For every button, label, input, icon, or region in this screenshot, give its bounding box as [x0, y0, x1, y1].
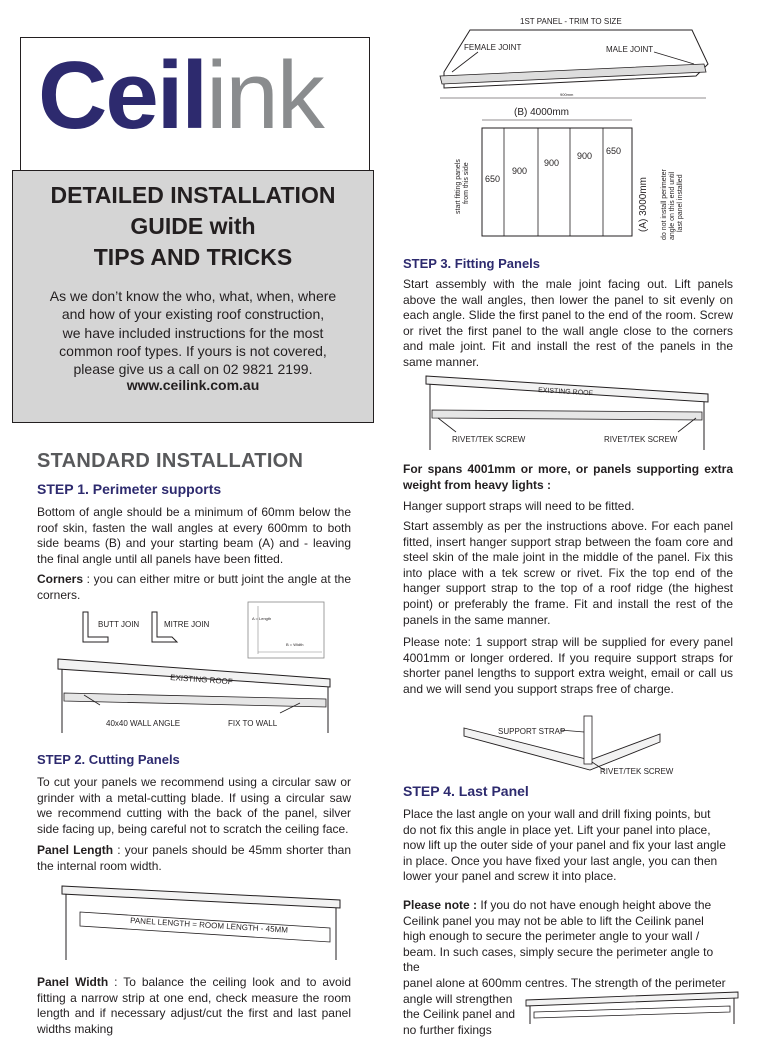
note-label: Please note : [403, 898, 478, 912]
rivet-strap-label: RIVET/TEK SCREW [600, 767, 674, 776]
roof-shape [62, 886, 340, 908]
guide-title [12, 180, 374, 273]
note-line: angle will strengthen [403, 991, 513, 1006]
title-line: TIPS AND TRICKS [93, 244, 293, 270]
intro-line: please give us a call on 02 9821 2199. [73, 361, 313, 378]
wall-angle-label: 40x40 WALL ANGLE [106, 719, 181, 728]
last-panel-diagram [522, 990, 742, 1024]
step3-title: STEP 3. Fitting Panels [403, 256, 541, 271]
corners-desc: : you can either mitre or butt joint the angle at the corners. [37, 572, 351, 602]
panel-width-4: 900 [577, 151, 593, 161]
panel-width-3: 900 [544, 158, 560, 168]
panel-width-5: 650 [606, 146, 622, 156]
fitting-panels-diagram [416, 372, 716, 452]
intro-line: common roof types. If yours is not covered, [59, 342, 327, 359]
note-line [403, 898, 733, 914]
butt-join-label: BUTT JOIN [98, 620, 140, 629]
panel-width-label: Panel Width [37, 975, 109, 989]
panel-length-diagram [50, 882, 350, 962]
first-panel-label: 1ST PANEL - TRIM TO SIZE [520, 17, 622, 26]
corners-text [37, 572, 351, 603]
step4-line: do not fix this angle in place yet. Lift your panel into place, [403, 822, 711, 837]
intro-text [42, 287, 344, 378]
step4-line: in place. Once you have fixed your last angle, you can then [403, 853, 718, 868]
panel-width-desc: : To balance the ceiling look and to avoid fitting a narrow strip at one end, check measure the room length and if necessary adjust/cut the first and last panel widths making [37, 975, 352, 1036]
note-line: no further fixings [403, 1022, 492, 1037]
website-link[interactable]: www.ceilink.com.au [126, 377, 260, 393]
panel-shape [534, 1006, 730, 1018]
step1-text: Bottom of angle should be a minimum of 60mm below the roof skin, fasten the wall angles at every 600mm to both side beams (B) and your starting beam (A) and - leaving the final angle until all panels have been fitted. [37, 505, 351, 566]
a-dimension: (A) 3000mm [638, 176, 649, 232]
wall-angle-shape [64, 693, 326, 707]
step3-text: Start assembly with the male joint facing out. Lift panels above the wall angles, then lower the panel to sit evenly on each angle. Slide the first panel to the end of the room. Screw or rivet the first panel to the wall angle close to the corners and male joint. Fit and install the rest of the panels in the same manner. [403, 277, 733, 369]
assembly-text: Start assembly as per the instructions above. For each panel fitted, insert hanger support strap between the foam core and steel skin of the male joint in the middle of the panel. Fix this into place with a tek screw or rivet. Fix the top end of the hanger support strap to the top of a roof ridge (the highest point) or preferably the frame. Fit and install the rest of the panels in the same manner. [403, 519, 733, 627]
note-text: If you do not have enough height above the [477, 898, 712, 912]
ceilink-logo: Ceilink [38, 42, 323, 149]
mitre-join-label: MITRE JOIN [164, 620, 210, 629]
title-line: GUIDE with [130, 213, 256, 239]
note-line: beam. In such cases, simply secure the perimeter angle to the [403, 944, 714, 975]
step4-line: Place the last angle on your wall and drill fixing points, but [403, 807, 711, 821]
note-line: the Ceilink panel and [403, 1007, 516, 1022]
step2-text: To cut your panels we recommend using a circular saw or grinder with a metal-cutting blade. If using a circular saw we recommend cutting with the back of the panel, silver side facing up, being careful not to scratch the ceiling face. [37, 775, 351, 836]
step4-title: STEP 4. Last Panel [403, 783, 529, 799]
standard-installation-heading: STANDARD INSTALLATION [37, 450, 304, 472]
panel-width-2: 900 [512, 166, 528, 176]
panel-length-label: Panel Length [37, 843, 114, 857]
step4-line: now lift up the outer side of your panel and fix your last angle [403, 838, 726, 853]
intro-line: and how of your existing roof construction, [61, 306, 325, 323]
step4-text [403, 807, 733, 885]
female-joint-label: FEMALE JOINT [464, 43, 522, 52]
strap-note: Please note: 1 support strap will be supplied for every panel 4001mm or longer ordered. If you require support straps for shorter panel lengths to support extra weight, email or call us and we will send you support straps free of charge. [403, 635, 733, 696]
corner-joints-diagram [80, 600, 330, 660]
hanger-text: Hanger support straps will need to be fitted. [403, 499, 635, 513]
intro-line: we have included instructions for the most [62, 324, 324, 341]
step1-title: STEP 1. Perimeter supports [37, 481, 222, 497]
existing-roof-label: EXISTING ROOF [169, 673, 234, 687]
rivet-arrow-left [438, 418, 456, 432]
start-note-1: start fitting panels [455, 159, 462, 214]
b-dimension: (B) 4000mm [514, 107, 570, 118]
corners-label: Corners [37, 572, 84, 586]
note-line: panel alone at 600mm centres. The strength of the perimeter [403, 975, 726, 990]
support-strap-label: SUPPORT STRAP [498, 727, 566, 736]
existing-roof-label: EXISTING ROOF [537, 387, 594, 398]
spans-note: For spans 4001mm or more, or panels supporting extra weight from heavy lights : [403, 462, 733, 492]
rivet-left-label: RIVET/TEK SCREW [452, 435, 526, 444]
room-outline [482, 128, 632, 236]
note-line: high enough to secure the perimeter angle to your wall / [403, 929, 700, 944]
room-plan [248, 602, 324, 658]
support-strap-diagram [460, 712, 690, 782]
room-layout-diagram [446, 100, 706, 250]
rivet-right-label: RIVET/TEK SCREW [604, 435, 678, 444]
panel-length-desc: : your panels should be 45mm shorter than the internal room width. [37, 843, 351, 873]
panel-shape [432, 410, 702, 420]
width-label: B = Width [286, 642, 304, 647]
roof-shape [526, 992, 738, 1006]
panel-width-text [37, 975, 351, 1037]
perimeter-angle-diagram [40, 655, 340, 735]
end-note-1: do not install perimeter [661, 169, 668, 240]
panel-length-formula: PANEL LENGTH = ROOM LENGTH - 45MM [129, 916, 289, 935]
end-note-3: last panel installed [677, 174, 684, 232]
panel-length-text [37, 843, 351, 874]
dim-900mm: 900mm [560, 92, 574, 97]
end-note-2: angle on this end until [669, 171, 676, 240]
fix-to-wall-label: FIX TO WALL [228, 719, 278, 728]
step4-line: lower your panel and screw it into place. [403, 869, 617, 884]
start-note-2: from this side [463, 162, 470, 204]
strap-shape [584, 716, 592, 764]
intro-line: As we don’t know the who, what, when, where [49, 288, 337, 304]
male-joint-label: MALE JOINT [606, 45, 654, 54]
length-label: A = Length [252, 616, 272, 621]
panel-width-1: 650 [485, 174, 501, 184]
note-line: Ceilink panel you may not be able to lift the Ceilink panel [403, 913, 704, 928]
step2-title: STEP 2. Cutting Panels [37, 752, 180, 767]
title-line: DETAILED INSTALLATION [50, 182, 336, 208]
